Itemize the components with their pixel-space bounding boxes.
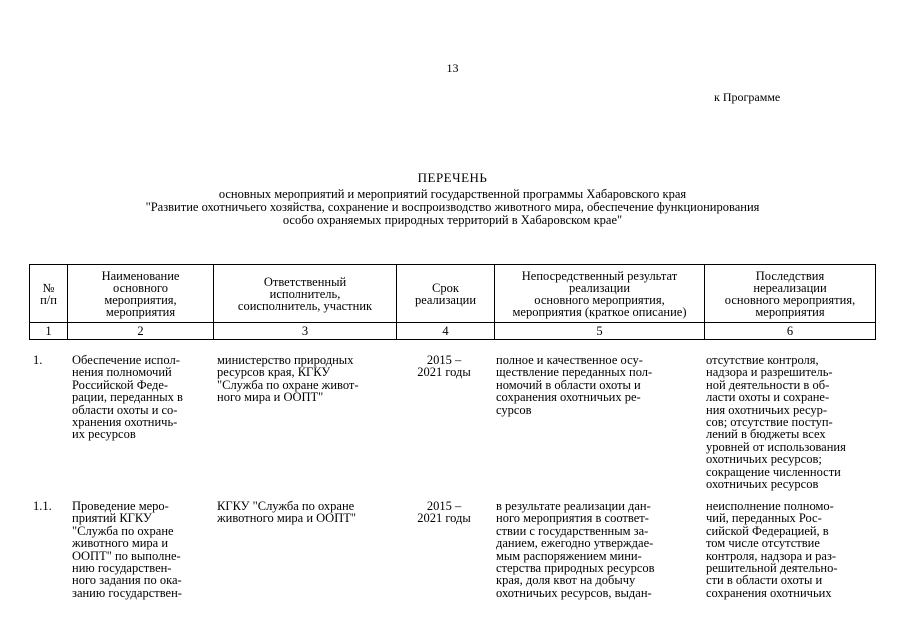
implementation-term: [400, 500, 488, 525]
appendix-note: к Программе: [714, 90, 781, 104]
header-line: основного мероприятия,: [724, 292, 856, 307]
text-line: "Служба по охране живот-: [217, 377, 359, 392]
document-heading: ПЕРЕЧЕНЬ: [417, 170, 488, 185]
text-line: животного мира и ООПТ": [217, 511, 356, 526]
header-line: Ответственный: [263, 274, 347, 289]
row-number: 1.: [33, 353, 43, 367]
header-line: соисполнитель, участник: [237, 298, 373, 313]
header-line: мероприятия,: [104, 292, 177, 307]
column-number: 2: [68, 323, 214, 340]
non-implementation-consequences: [706, 500, 874, 599]
text-line: животного мира и: [72, 536, 169, 551]
responsible-executor: [217, 354, 395, 404]
text-line: ООПТ" по выполне-: [72, 548, 181, 563]
subtitle-line: основных мероприятий и мероприятий государственной программы Хабаровского края: [218, 187, 687, 201]
header-line: мероприятия: [755, 304, 825, 319]
header-line: основного: [113, 280, 168, 295]
column-number: 6: [705, 323, 876, 340]
text-line: уровней от использования: [706, 439, 846, 454]
text-line: неисполнение полномо-: [706, 499, 834, 513]
header-line: исполнитель,: [269, 286, 341, 301]
column-number-row: [30, 323, 876, 340]
header-line: основного мероприятия,: [534, 292, 665, 307]
header-table: [29, 264, 876, 340]
subtitle-line: особо охраняемых природных территорий в Хабаровском крае": [282, 213, 623, 227]
responsible-executor: [217, 500, 395, 525]
text-line: КГКУ "Служба по охране: [217, 499, 355, 513]
text-line: 2021 годы: [417, 365, 471, 380]
text-line: контроля, надзора и раз-: [706, 548, 837, 563]
text-line: министерство природных: [217, 353, 354, 367]
text-line: их ресурсов: [72, 427, 136, 442]
text-line: нию государствен-: [72, 561, 172, 576]
header-line: №: [42, 280, 55, 295]
header-cell-term: [397, 265, 495, 323]
header-line: реализации: [568, 280, 631, 295]
text-line: "Служба по охране: [72, 523, 174, 538]
column-number: 5: [495, 323, 705, 340]
measure-name: [72, 354, 212, 441]
column-number: 3: [214, 323, 397, 340]
text-line: полное и качественное осу-: [496, 353, 643, 367]
header-cell-responsible: [214, 265, 397, 323]
text-line: занию государствен-: [72, 585, 182, 600]
text-line: ной деятельности в об-: [706, 377, 830, 392]
header-cell-name: [68, 265, 214, 323]
header-line: нереализации: [753, 280, 827, 295]
text-line: ществление переданных пол-: [496, 365, 653, 380]
column-number: 1: [30, 323, 68, 340]
text-line: охотничьих ресурсов;: [706, 452, 822, 467]
header-cell-result: [495, 265, 705, 323]
text-line: данием, ежегодно утверждае-: [496, 536, 654, 551]
header-line: реализации: [414, 292, 477, 307]
text-line: стерства природных ресурсов: [496, 561, 655, 576]
text-line: 2015 –: [426, 353, 462, 367]
text-line: сов; отсутствие поступ-: [706, 415, 833, 430]
header-line: Непосредственный результат: [521, 268, 678, 283]
text-line: сохранения охотничьих: [706, 585, 832, 600]
text-line: отсутствие контроля,: [706, 353, 819, 367]
text-line: Российской Феде-: [72, 377, 169, 392]
header-line: мероприятия: [105, 304, 176, 319]
text-line: приятий КГКУ: [72, 511, 152, 526]
text-line: сти в области охоты и: [706, 573, 823, 588]
text-line: ного задания по ока-: [72, 573, 182, 588]
text-line: ния охотничьих ресур-: [706, 402, 828, 417]
text-line: чий, переданных Рос-: [706, 511, 822, 526]
expected-result: [496, 500, 702, 599]
text-line: сурсов: [496, 402, 532, 417]
text-line: сокращение численности: [706, 464, 841, 479]
expected-result: [496, 354, 702, 416]
text-line: ствии с государственным за-: [496, 523, 649, 538]
text-line: Обеспечение испол-: [72, 353, 180, 367]
header-line: Срок: [432, 280, 459, 295]
text-line: ного мира и ООПТ": [217, 390, 324, 405]
text-line: рации, переданных в: [72, 390, 183, 405]
column-number: 4: [397, 323, 495, 340]
text-line: сохранения охотничьих ре-: [496, 390, 641, 405]
text-line: надзора и разрешитель-: [706, 365, 833, 380]
header-cell-consequences: [705, 265, 876, 323]
table-header-row: [30, 265, 876, 323]
subtitle-line: "Развитие охотничьего хозяйства, сохранение и воспроизводство животного мира, обеспечение функционирования: [145, 200, 760, 214]
text-line: Проведение меро-: [72, 499, 169, 513]
text-line: ного мероприятия в соответ-: [496, 511, 649, 526]
row-number: 1.1.: [33, 499, 52, 513]
text-line: решительной деятельно-: [706, 561, 838, 576]
text-line: нения полномочий: [72, 365, 172, 380]
text-line: охотничьих ресурсов, выдан-: [496, 585, 652, 600]
text-line: 2021 годы: [417, 511, 471, 526]
text-line: том числе отсутствие: [706, 536, 820, 551]
text-line: 2015 –: [426, 499, 462, 513]
text-line: лений в бюджеты всех: [706, 427, 826, 442]
measure-name: [72, 500, 212, 599]
header-line: мероприятия (краткое описание): [512, 304, 687, 319]
text-line: края, доля квот на добычу: [496, 573, 636, 588]
text-line: ласти охоты и сохране-: [706, 390, 830, 405]
text-line: сийской Федерацией, в: [706, 523, 829, 538]
header-line: п/п: [40, 292, 57, 307]
document-subtitle: [60, 188, 845, 227]
non-implementation-consequences: [706, 354, 874, 490]
page-number: 13: [446, 61, 459, 75]
text-line: номочий в области охоты и: [496, 377, 641, 392]
header-line: Последствия: [755, 268, 825, 283]
implementation-term: [400, 354, 488, 379]
text-line: области охоты и со-: [72, 402, 178, 417]
text-line: ресурсов края, КГКУ: [217, 365, 331, 380]
header-line: Наименование: [101, 268, 180, 283]
header-cell-number: [30, 265, 68, 323]
text-line: мым распоряжением мини-: [496, 548, 642, 563]
text-line: хранения охотничь-: [72, 415, 178, 430]
text-line: в результате реализации дан-: [496, 499, 651, 513]
text-line: охотничьих ресурсов: [706, 477, 819, 492]
